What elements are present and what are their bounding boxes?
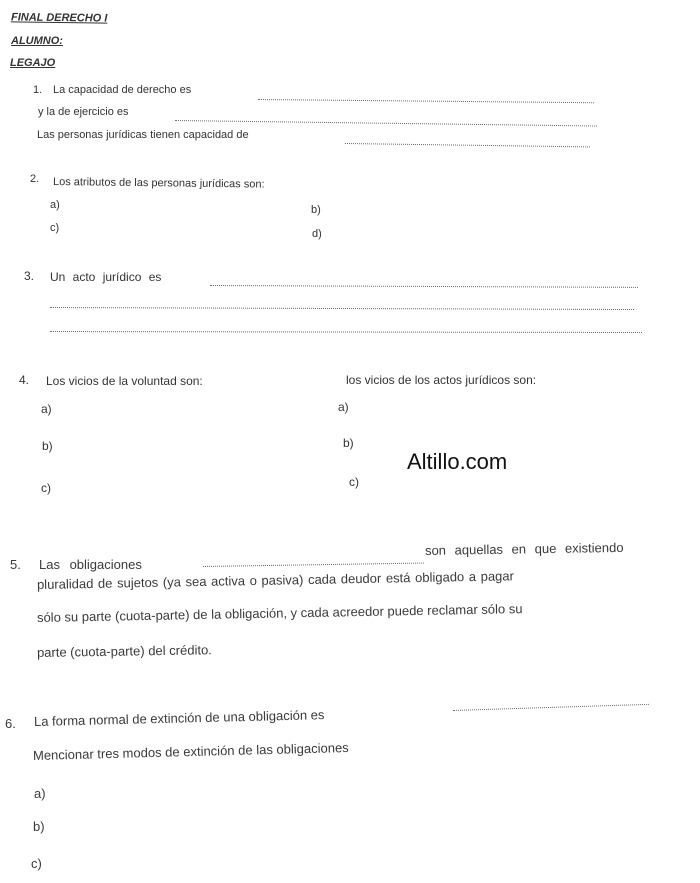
question-1-line-2: y la de ejercicio es bbox=[38, 106, 129, 118]
question-6-text: La forma normal de extinción de una obligación es bbox=[33, 707, 325, 729]
question-4-right-text: los vicios de los actos jurídicos son: bbox=[346, 373, 537, 387]
option-c: c) bbox=[31, 856, 42, 871]
option-b: b) bbox=[311, 204, 321, 216]
left-option-c: c) bbox=[41, 481, 51, 495]
left-option-b: b) bbox=[42, 439, 53, 453]
answer-line[interactable] bbox=[258, 99, 594, 103]
student-label: ALUMNO: bbox=[11, 35, 63, 47]
right-option-b: b) bbox=[343, 436, 354, 450]
option-d: d) bbox=[312, 228, 322, 240]
answer-line[interactable] bbox=[175, 120, 597, 127]
question-5-lead: Las obligaciones bbox=[39, 557, 142, 572]
answer-line[interactable] bbox=[203, 563, 424, 567]
option-a: a) bbox=[50, 199, 60, 211]
answer-line[interactable] bbox=[210, 285, 638, 288]
answer-line[interactable] bbox=[345, 143, 590, 147]
option-b: b) bbox=[33, 819, 45, 834]
question-4-left-text: Los vicios de la voluntad son: bbox=[46, 374, 203, 388]
right-option-c: c) bbox=[349, 475, 359, 489]
file-number-label: LEGAJO bbox=[10, 57, 56, 69]
question-1-number: 1. bbox=[33, 84, 43, 96]
question-5-number: 5. bbox=[10, 557, 21, 572]
question-5-line-3: sólo su parte (cuota-parte) de la obligación, y cada acreedor puede reclamar sólo su bbox=[36, 601, 523, 625]
question-4-number: 4. bbox=[19, 373, 30, 387]
question-1-line-3: Las personas jurídicas tienen capacidad de bbox=[37, 129, 249, 141]
question-3-text: Un acto jurídico es bbox=[50, 270, 162, 284]
question-6-subtext: Mencionar tres modos de extinción de las obligaciones bbox=[32, 740, 349, 763]
answer-line[interactable] bbox=[50, 307, 634, 310]
question-5-line-2: pluralidad de sujetos (ya sea activa o pasiva) cada deudor está obligado a pagar bbox=[36, 568, 515, 592]
option-a: a) bbox=[34, 786, 46, 801]
exam-title: FINAL DERECHO I bbox=[10, 11, 108, 25]
question-6-number: 6. bbox=[5, 716, 16, 731]
question-5-line-4: parte (cuota-parte) del crédito. bbox=[36, 642, 212, 660]
answer-line[interactable] bbox=[50, 331, 642, 333]
answer-line[interactable] bbox=[453, 704, 649, 711]
question-2-text: Los atributos de las personas jurídicas son: bbox=[52, 176, 265, 191]
left-option-a: a) bbox=[41, 402, 52, 416]
question-1-line-1: La capacidad de derecho es bbox=[53, 84, 192, 96]
watermark: Altillo.com bbox=[407, 449, 508, 474]
question-3-number: 3. bbox=[24, 269, 35, 283]
right-option-a: a) bbox=[338, 400, 349, 414]
question-2-number: 2. bbox=[30, 173, 40, 185]
question-5-line-1: son aquellas en que existiendo bbox=[424, 539, 624, 558]
option-c: c) bbox=[50, 222, 60, 234]
